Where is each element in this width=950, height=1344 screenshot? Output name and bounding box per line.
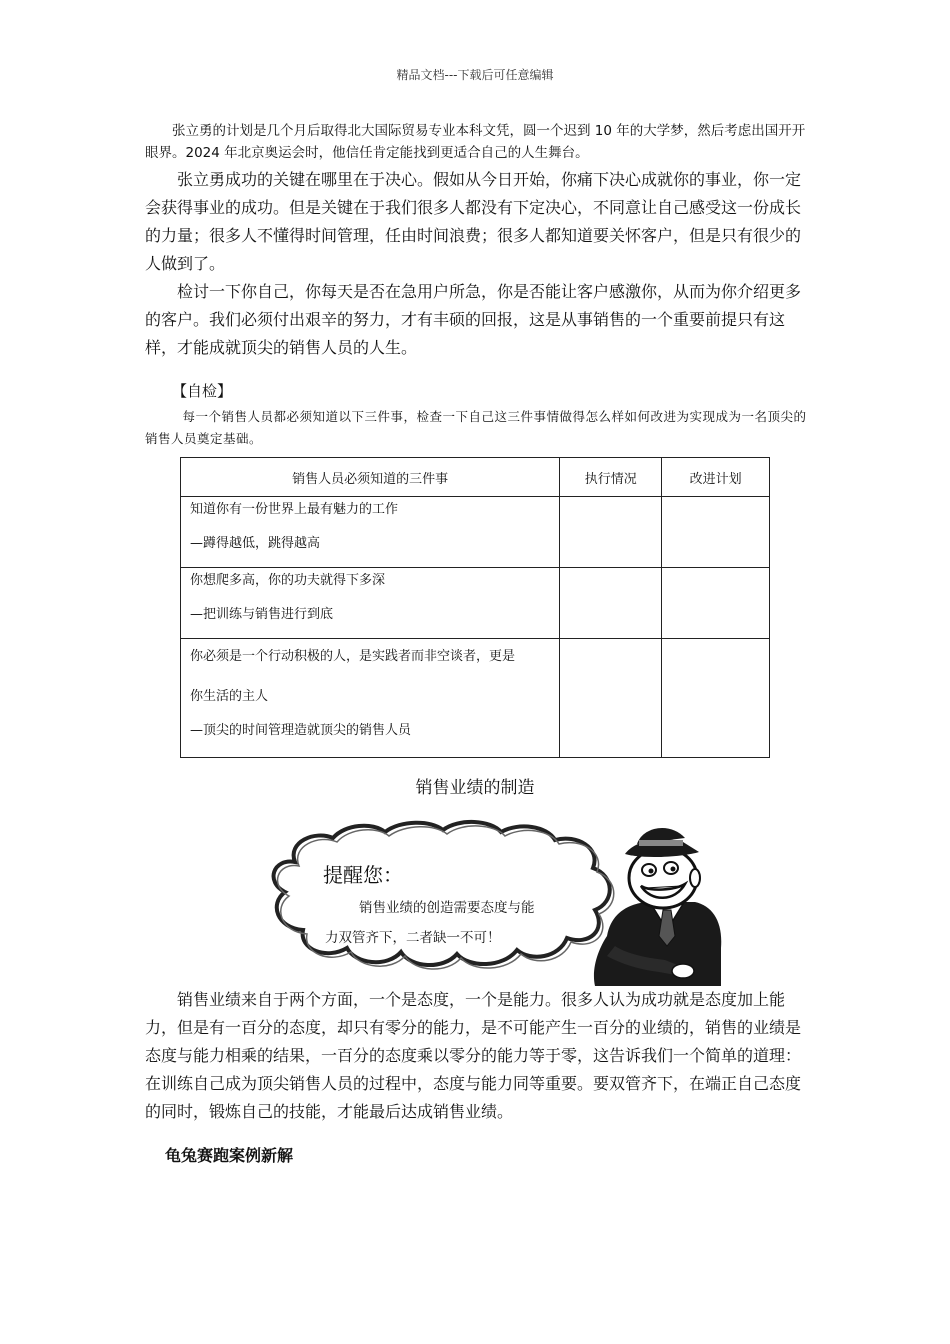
table-header-three-things: 销售人员必须知道的三件事 [181,458,560,497]
reminder-cartoon [255,818,735,988]
cloud-bubble [274,822,614,969]
table-cell-improvement [662,497,770,568]
table-header-execution: 执行情况 [560,458,662,497]
table-header-row [181,458,770,497]
table-cell-thing [181,497,560,568]
table-cell-execution [560,568,662,639]
table-cell-thing [181,568,560,639]
bubble-title: 提醒您： [323,863,403,887]
table-row [181,568,770,639]
bubble-text-line2: 力双管齐下，二者缺一不可！ [325,930,501,946]
self-check-heading: 【自检】 [172,382,233,400]
paragraph-key-to-success: 张立勇成功的关键在哪里在于决心。假如从今日开始，你痛下决心成就你的事业，你一定会获得事业的成功。但是关键在于我们很多人都没有下定决心，不同意让自己感受这一份成长的力量；很多人不懂得时间管理，任由时间浪费；很多人都知道要关怀客户，但是只有很少的人做到了。 [145,170,802,273]
self-check-intro: 每一个销售人员都必须知道以下三件事，检查一下自己这三件事情做得怎么样如何改进为实现成为一名顶尖的销售人员奠定基础。 [145,409,807,446]
cell-text: —顶尖的时间管理造就顶尖的销售人员 [190,723,412,738]
page-header: 精品文档---下载后可任意编辑 [396,68,554,82]
table-cell-execution [560,497,662,568]
table-cell-thing [181,639,560,758]
cell-text: —把训练与销售进行到底 [190,607,334,622]
cell-text: —蹲得越低，跳得越高 [190,536,321,551]
table-row [181,639,770,758]
paragraph-plan: 张立勇的计划是几个月后取得北大国际贸易专业本科文凭，圆一个迟到 10 年的大学梦，然后考虑出国开开眼界。2024 年北京奥运会时，他信任肯定能找到更适合自己的人生舞台。 [145,123,806,161]
table-row [181,497,770,568]
table-cell-execution [560,639,662,758]
paragraph-self-review: 检讨一下你自己，你每天是否在急用户所急，你是否能让客户感激你，从而为你介绍更多的客户。我们必须付出艰辛的努力，才有丰硕的回报，这是从事销售的一个重要前提只有这样，才能成就顶尖的销售人员的人生。 [145,282,802,357]
section-title: 销售业绩的制造 [415,778,535,798]
table-cell-improvement [662,639,770,758]
cell-text: 你必须是一个行动积极的人，是实践者而非空谈者，更是 [190,649,516,664]
cell-text: 知道你有一份世界上最有魅力的工作 [190,502,399,517]
paragraph-sales-performance: 销售业绩来自于两个方面，一个是态度，一个是能力。很多人认为成功就是态度加上能力，但是有一百分的态度，却只有零分的能力，是不可能产生一百分的业绩的，销售的业绩是态度与能力相乘的结果，一百分的态度乘以零分的能力等于零，这告诉我们一个简单的道理：在训练自己成为顶尖销售人员的过程中，态度与能力同等重要。要双管齐下，在端正自己态度的同时，锻炼自己的技能，才能最后达成销售业绩。 [145,990,802,1121]
case-heading: 龟兔赛跑案例新解 [165,1146,294,1165]
bubble-text-line1: 销售业绩的创造需要态度与能 [359,900,535,916]
cell-text: 你想爬多高，你的功夫就得下多深 [190,573,386,588]
self-check-table [180,457,770,758]
table-header-improvement: 改进计划 [662,458,770,497]
table-cell-improvement [662,568,770,639]
salesman-icon [594,828,721,986]
cell-text: 你生活的主人 [190,689,269,704]
